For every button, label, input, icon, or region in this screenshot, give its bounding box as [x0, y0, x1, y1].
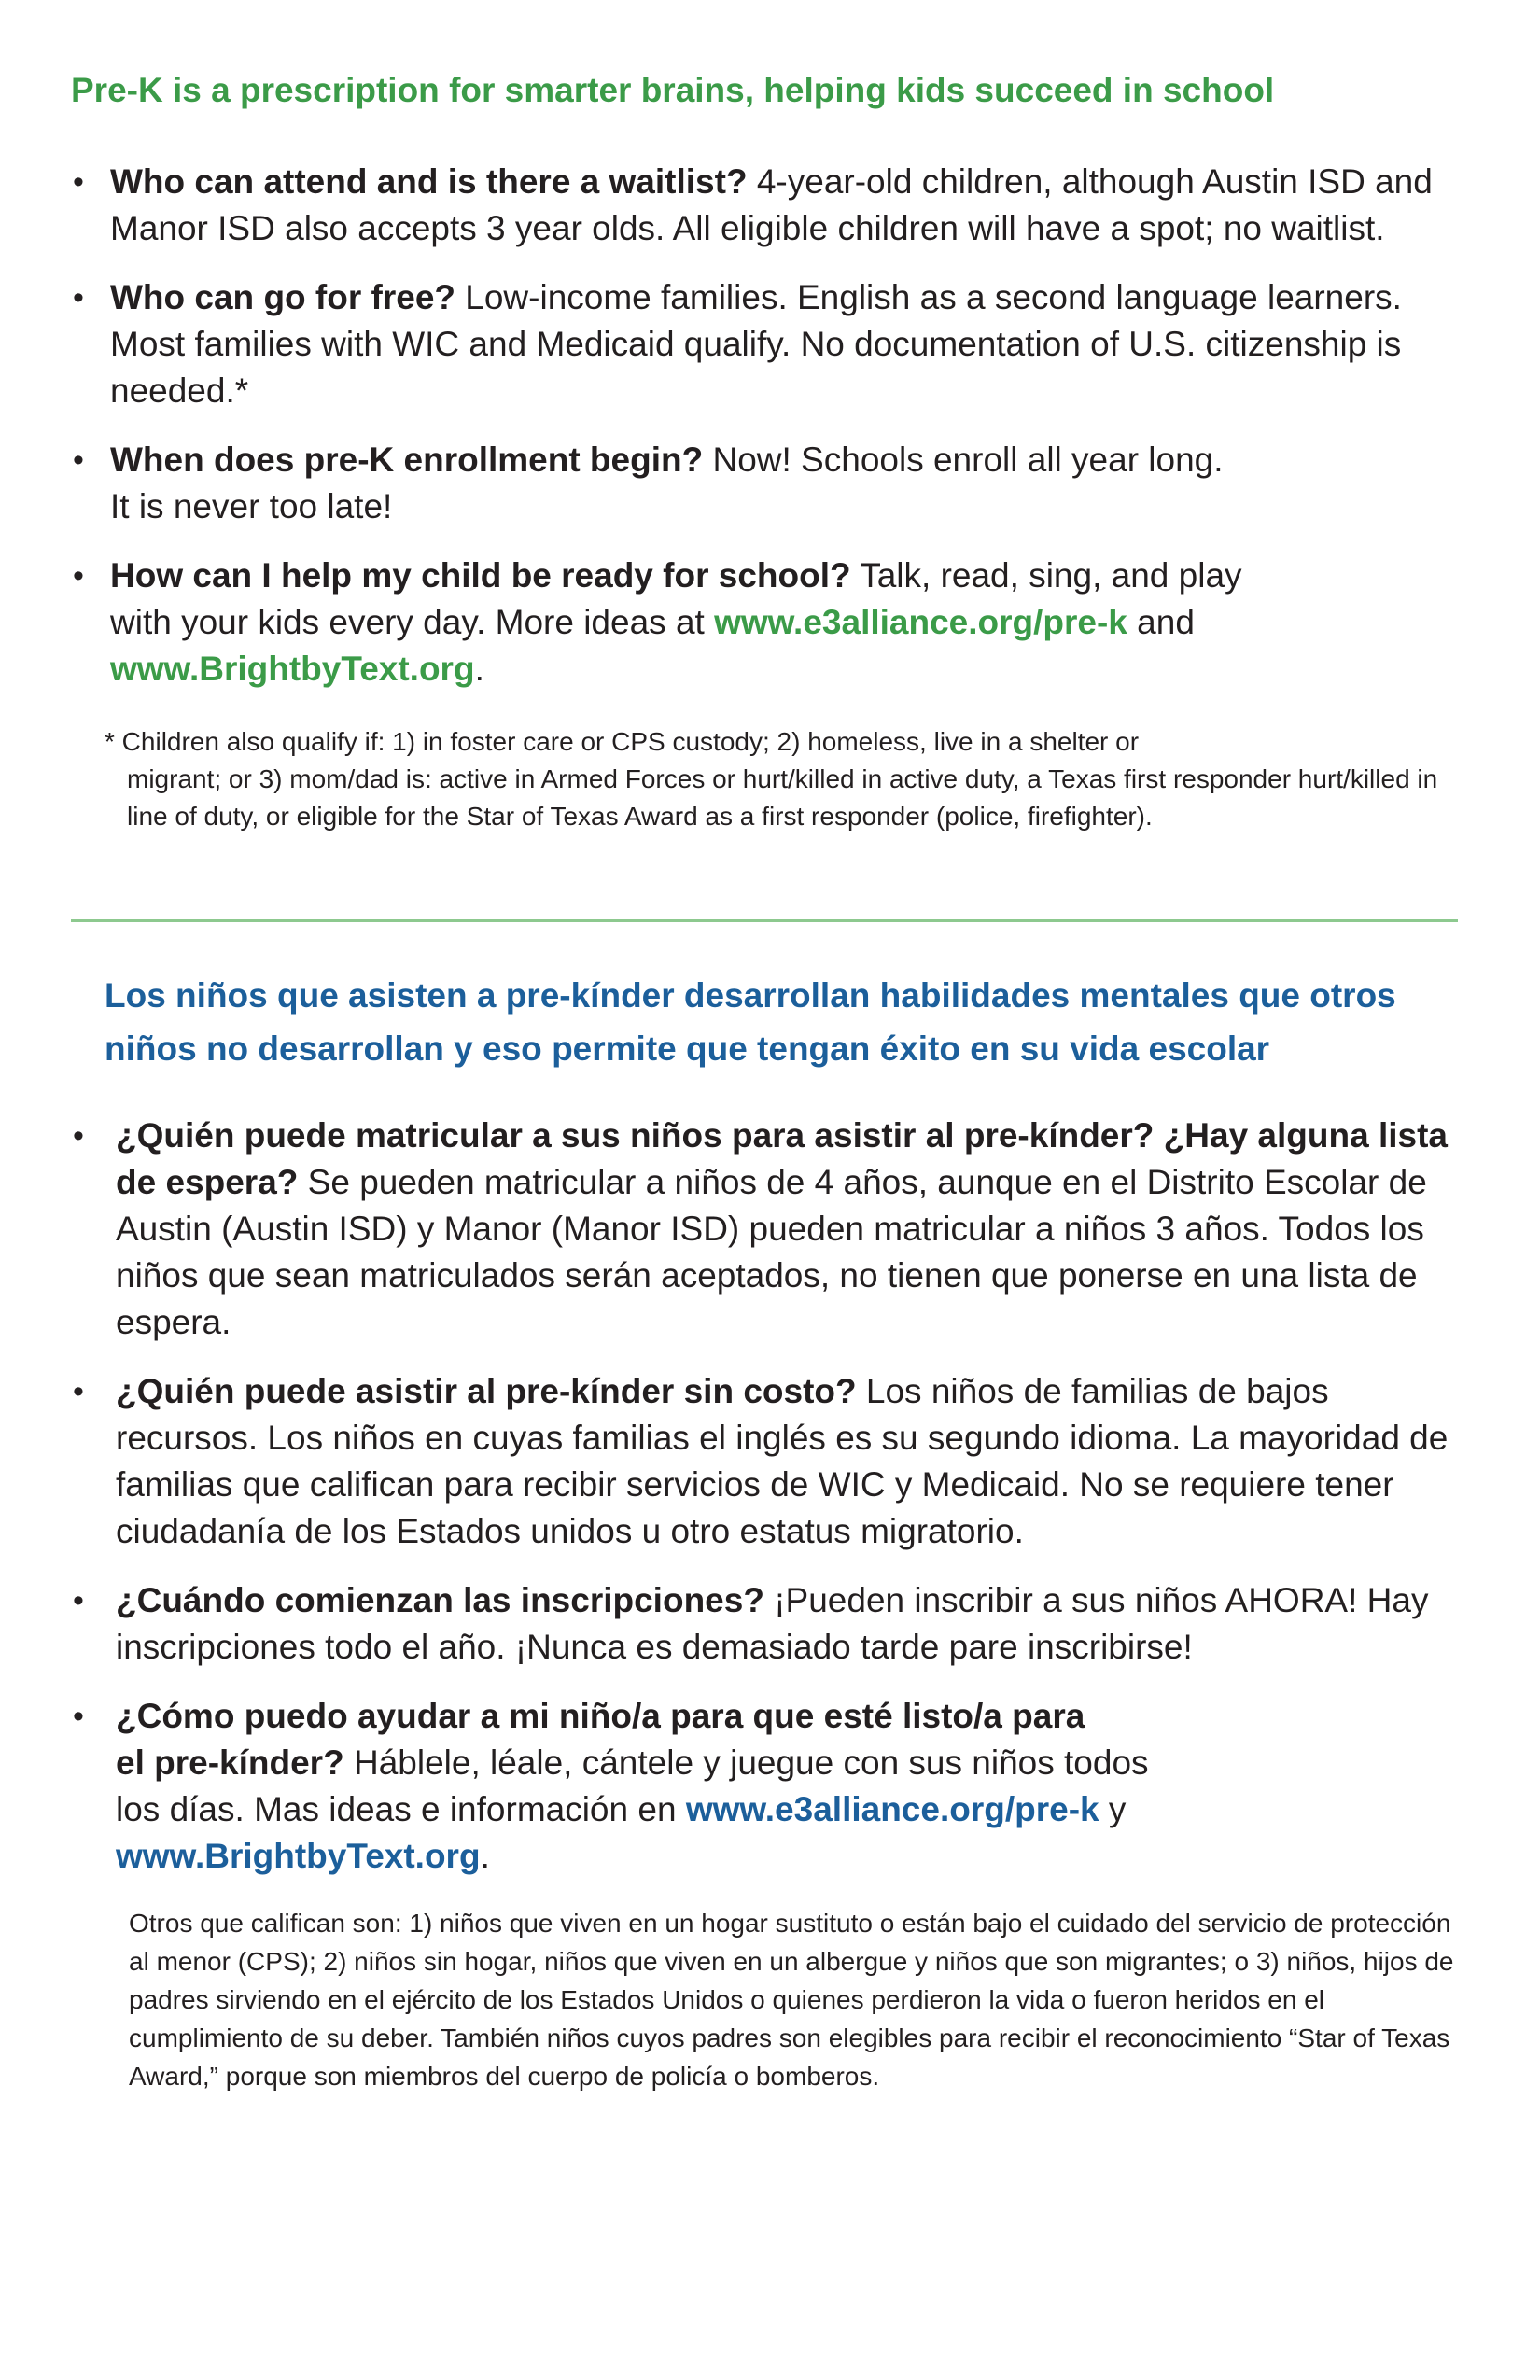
faq-question: ¿Cómo puedo ayudar a mi niño/a para que esté listo/a para — [116, 1697, 1085, 1735]
faq-question: Who can attend and is there a waitlist? — [110, 162, 748, 201]
faq-question-continued: el pre-kínder? — [116, 1743, 344, 1782]
faq-answer: 4-year-old children, although Austin ISD and Manor ISD also accepts 3 year olds. All eligible children will have a spot; no waitlist. — [110, 162, 1433, 247]
footnote-continued: migrant; or 3) mom/dad is: active in Armed Forces or hurt/killed in active duty, a Texas first responder hurt/killed in line of duty, or eligible for the Star of Texas Award as a first responder (police, firefighter). — [127, 764, 1438, 831]
spanish-heading: Los niños que asisten a pre-kínder desarrollan habilidades mentales que otros niños no desarrollan y eso permite que tengan éxito en su vida escolar — [105, 976, 1396, 1068]
faq-answer: Now! Schools enroll all year long. — [703, 441, 1224, 479]
faq-answer-continued: with your kids every day. More ideas at — [110, 603, 715, 641]
list-item — [73, 437, 1473, 530]
faq-answer-continued: los días. Mas ideas e información en — [116, 1790, 686, 1828]
english-heading: Pre-K is a prescription for smarter brains, helping kids succeed in school — [71, 71, 1275, 109]
list-item — [73, 1693, 1473, 1880]
list-item — [73, 274, 1473, 414]
list-item — [73, 159, 1473, 252]
faq-answer: Los niños de familias de bajos recursos. Los niños en cuyas familias el inglés es su segundo idioma. La mayoridad de familias que califican para recibir servicios de WIC y Medicaid. No se requiere tener ciudadanía de los Estados unidos u otro estatus migratorio. — [116, 1372, 1449, 1550]
faq-answer-end: . — [480, 1837, 490, 1875]
brightbytext-link[interactable]: www.BrightbyText.org — [110, 650, 475, 688]
list-item — [73, 553, 1473, 693]
faq-question: ¿Cuándo comienzan las inscripciones? — [116, 1581, 764, 1619]
spanish-footnote: Otros que califican son: 1) niños que viven en un hogar sustituto o están bajo el cuidado del servicio de protección al menor (CPS); 2) niños sin hogar, niños que viven en un albergue y niños que son migrantes; o 3) niños, hijos de padres sirviendo en el ejército de los Estados Unidos o quienes perdieron la vida o fueron heridos en el cumplimiento de su deber. También niños cuyos padres son elegibles para recibir el reconocimiento “Star of Texas Award,” porque son miembros del cuerpo de policía o bomberos. — [129, 1909, 1454, 2091]
list-item — [73, 1368, 1473, 1555]
faq-question: Who can go for free? — [110, 278, 455, 316]
faq-question: How can I help my child be ready for school? — [110, 556, 851, 595]
faq-question: ¿Quién puede asistir al pre-kínder sin costo? — [116, 1372, 857, 1410]
brightbytext-link[interactable]: www.BrightbyText.org — [116, 1837, 481, 1875]
faq-answer-and: y — [1099, 1790, 1127, 1828]
faq-question: When does pre-K enrollment begin? — [110, 441, 704, 479]
faq-answer: ¡Pueden inscribir a sus niños AHORA! Hay inscripciones todo el año. ¡Nunca es demasiado tarde pare inscribirse! — [116, 1581, 1429, 1666]
faq-answer: Talk, read, sing, and play — [850, 556, 1242, 595]
faq-answer-continued: It is never too late! — [110, 487, 393, 525]
faq-question: ¿Quién puede matricular a sus niños para asistir al pre-kínder? ¿Hay alguna lista de espera? — [116, 1116, 1448, 1201]
list-item — [73, 1577, 1473, 1671]
faq-answer-end: . — [474, 650, 484, 688]
spanish-faq-list — [73, 1113, 1473, 1902]
faq-answer: Low-income families. English as a second language learners. Most families with WIC and Medicaid qualify. No documentation of U.S. citizenship is needed.* — [110, 278, 1402, 410]
section-divider — [71, 919, 1458, 922]
faq-answer: Se pueden matricular a niños de 4 años, aunque en el Distrito Escolar de Austin (Austin ISD) y Manor (Manor ISD) pueden matricular a niños 3 años. Todos los niños que sean matriculados serán aceptados, no tienen que ponerse en una lista de espera. — [116, 1163, 1427, 1341]
faq-answer: Háblele, léale, cántele y juegue con sus niños todos — [343, 1743, 1149, 1782]
footnote-line-1: * Children also qualify if: 1) in foster care or CPS custody; 2) homeless, live in a shelter or — [105, 727, 1140, 756]
e3alliance-link[interactable]: www.e3alliance.org/pre-k — [714, 603, 1127, 641]
list-item — [73, 1113, 1473, 1346]
english-faq-list — [73, 159, 1473, 715]
e3alliance-link[interactable]: www.e3alliance.org/pre-k — [685, 1790, 1099, 1828]
english-footnote — [105, 723, 1449, 835]
faq-answer-and: and — [1127, 603, 1195, 641]
